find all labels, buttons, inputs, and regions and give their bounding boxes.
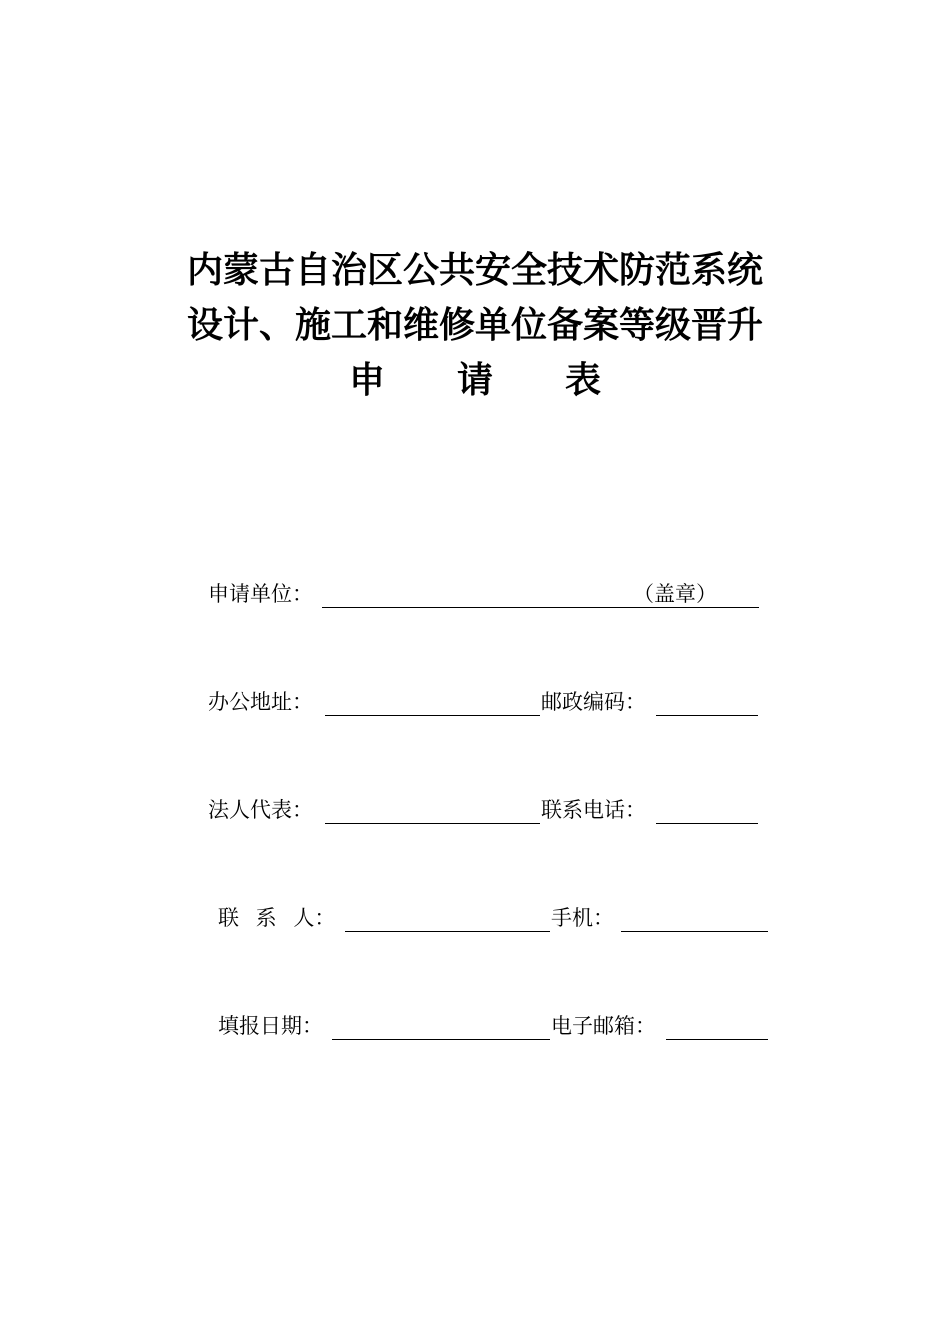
- fill-date-label: 填报日期：: [218, 1014, 323, 1038]
- fill-date-field[interactable]: [332, 1039, 550, 1040]
- legal-rep-field[interactable]: [325, 823, 540, 824]
- contact-label: 联 系 人：: [218, 906, 336, 930]
- office-address-field[interactable]: [325, 715, 540, 716]
- seal-note: （盖章）: [633, 582, 717, 606]
- applicant-label: 申请单位：: [208, 582, 313, 606]
- email-label: 电子邮箱：: [551, 1014, 656, 1038]
- phone-field[interactable]: [656, 823, 758, 824]
- postal-code-field[interactable]: [656, 715, 758, 716]
- office-address-label: 办公地址：: [208, 690, 313, 714]
- legal-rep-label: 法人代表：: [208, 798, 313, 822]
- legal-rep-row: [208, 795, 768, 825]
- title-line-1: 内蒙古自治区公共安全技术防范系统: [186, 250, 763, 291]
- document-title: [0, 243, 950, 408]
- contact-row: [218, 903, 778, 933]
- title-line-3: 申 请 表: [348, 360, 601, 401]
- mobile-field[interactable]: [621, 931, 768, 932]
- postal-code-label: 邮政编码：: [541, 690, 646, 714]
- mobile-label: 手机：: [551, 906, 614, 930]
- date-row: [218, 1011, 778, 1041]
- contact-field[interactable]: [345, 931, 550, 932]
- address-row: [208, 687, 768, 717]
- applicant-row: [208, 579, 768, 609]
- phone-label: 联系电话：: [541, 798, 646, 822]
- email-field[interactable]: [666, 1039, 768, 1040]
- title-line-2: 设计、施工和维修单位备案等级晋升: [186, 305, 763, 346]
